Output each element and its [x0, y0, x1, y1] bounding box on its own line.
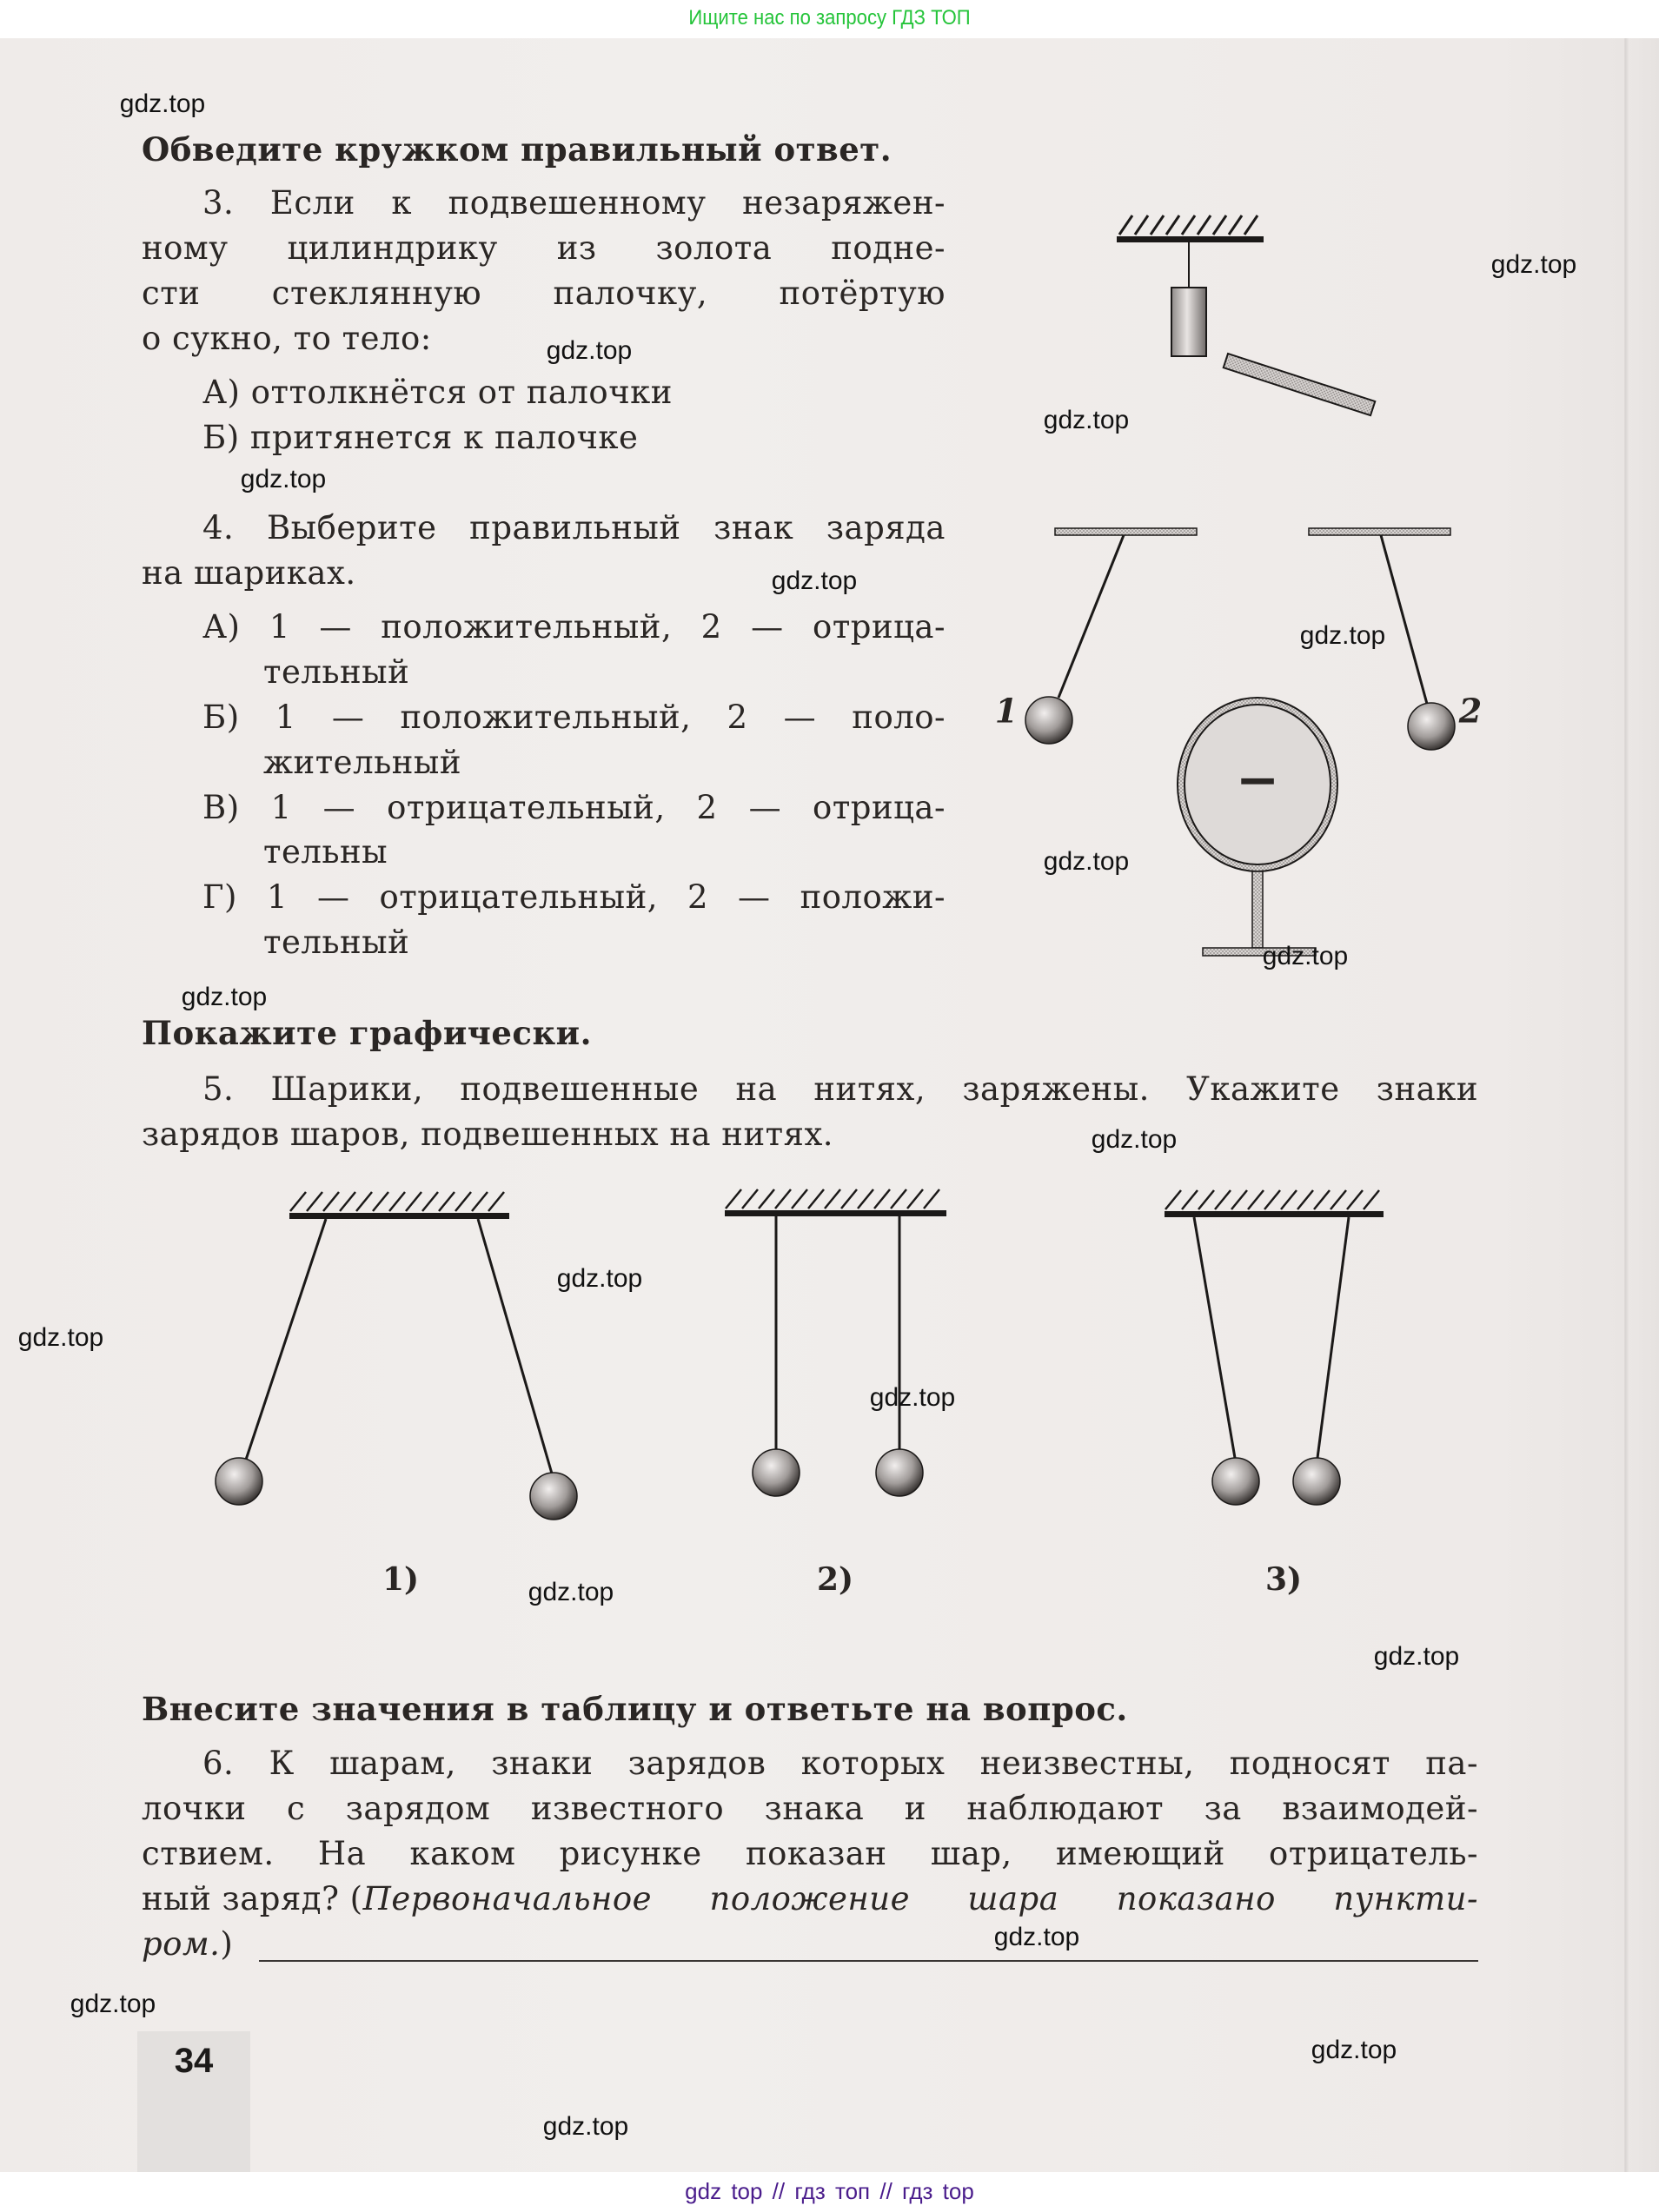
ceiling-hatch-icon	[1119, 215, 1258, 235]
watermark: gdz.top	[240, 465, 327, 493]
watermark: gdz.top	[1490, 250, 1577, 279]
q3-line-2: ному цилиндрику из золота подне-	[142, 229, 946, 267]
q4-option-g-cont: тельный	[263, 924, 410, 961]
ball-icon	[1293, 1458, 1340, 1505]
q5-line-1: 5. Шарики, подвешенные на нитях, заряжены. Укажите знаки	[202, 1070, 1478, 1108]
page-number: 34	[174, 2042, 214, 2080]
ball-icon	[216, 1458, 262, 1505]
section-heading-show-graphically: Покажите графически.	[142, 1014, 592, 1052]
watermark: gdz.top	[119, 89, 206, 118]
ball-icon	[530, 1473, 577, 1520]
watermark: gdz.top	[869, 1383, 956, 1412]
q4-option-b[interactable]: Б) 1 — положительный, 2 — поло-	[202, 699, 946, 736]
q4-option-a[interactable]: А) 1 — положительный, 2 — отрица-	[202, 608, 946, 646]
watermark: gdz.top	[1311, 2036, 1397, 2064]
q5-pendulum-3	[1165, 1190, 1384, 1505]
q6-line-3: ствием. На каком рисунке показан шар, имеющий отрицатель-	[142, 1835, 1478, 1872]
bottom-banner[interactable]: gdz top // гдз топ // гдз top	[0, 2172, 1659, 2212]
q3-option-b[interactable]: Б) притянется к палочке	[202, 419, 639, 456]
watermark: gdz.top	[1043, 847, 1130, 876]
q6-line-5-italic: ром.	[142, 1925, 221, 1963]
q4-option-v-cont: тельны	[263, 833, 388, 871]
watermark: gdz.top	[1373, 1642, 1460, 1671]
q6-line-2: лочки с зарядом известного знака и наблюдают за взаимодей-	[142, 1790, 1478, 1827]
watermark: gdz.top	[1262, 942, 1349, 970]
top-banner[interactable]: Ищите нас по запросу ГДЗ ТОП	[66, 0, 1592, 38]
q4-balls-diagram	[1025, 528, 1455, 956]
gold-cylinder-icon	[1171, 288, 1206, 356]
q4-option-b-cont: жительный	[263, 744, 461, 781]
q3-line-4: о сукно, то тело:	[142, 320, 432, 357]
watermark: gdz.top	[1091, 1125, 1178, 1154]
q3-line-1: 3. Если к подвешенному незаряжен-	[202, 184, 946, 222]
q5-pendulum-1	[216, 1192, 577, 1520]
q6-line-5-normal: )	[220, 1925, 234, 1963]
q4-option-a-cont: тельный	[263, 653, 410, 691]
glass-rod-icon	[1224, 354, 1376, 415]
figure-label-3: 3)	[1264, 1561, 1303, 1598]
electroscope-negative-sign: −	[1235, 750, 1280, 811]
ball-2-label: 2	[1458, 691, 1483, 731]
watermark: gdz.top	[181, 983, 268, 1011]
ball-1-icon	[1025, 697, 1072, 744]
q4-option-v[interactable]: В) 1 — отрицательный, 2 — отрица-	[202, 789, 946, 826]
electroscope-icon	[1178, 698, 1337, 956]
q6-line-4-italic: Первоначальное положение шара показано пункти-	[362, 1880, 1478, 1917]
q4-line-2: на шариках.	[142, 554, 356, 592]
ball-1-label: 1	[994, 691, 1019, 731]
watermark: gdz.top	[556, 1264, 643, 1293]
watermark: gdz.top	[1043, 406, 1130, 434]
ball-icon	[1212, 1458, 1259, 1505]
q3-line-3: сти стеклянную палочку, потёртую	[142, 275, 946, 312]
q4-option-g[interactable]: Г) 1 — отрицательный, 2 — положи-	[202, 878, 946, 916]
watermark: gdz.top	[546, 336, 633, 365]
watermark: gdz.top	[70, 1990, 156, 2018]
q5-pendulum-2	[725, 1189, 946, 1496]
ball-icon	[876, 1449, 923, 1496]
q4-line-1: 4. Выберите правильный знак заряда	[202, 509, 946, 546]
q3-option-a[interactable]: А) оттолкнётся от палочки	[202, 374, 673, 411]
figure-label-1: 1)	[382, 1561, 420, 1598]
watermark: gdz.top	[1299, 621, 1386, 650]
q6-line-1: 6. К шарам, знаки зарядов которых неизвестны, подносят па-	[202, 1745, 1478, 1782]
ball-icon	[753, 1449, 800, 1496]
q5-line-2: зарядов шаров, подвешенных на нитях.	[142, 1116, 834, 1153]
ball-2-icon	[1408, 703, 1455, 750]
section-heading-table-question: Внесите значения в таблицу и ответьте на вопрос.	[142, 1690, 1128, 1728]
section-heading-circle-answer: Обведите кружком правильный ответ.	[142, 130, 893, 169]
watermark: gdz.top	[542, 2112, 629, 2141]
watermark: gdz.top	[528, 1578, 614, 1606]
q6-line-4-normal: ный заряд? (	[142, 1880, 363, 1917]
figure-label-2: 2)	[816, 1561, 854, 1598]
watermark: gdz.top	[17, 1323, 104, 1352]
watermark: gdz.top	[771, 566, 858, 595]
q3-cylinder-diagram	[1117, 215, 1375, 415]
watermark: gdz.top	[993, 1923, 1080, 1951]
